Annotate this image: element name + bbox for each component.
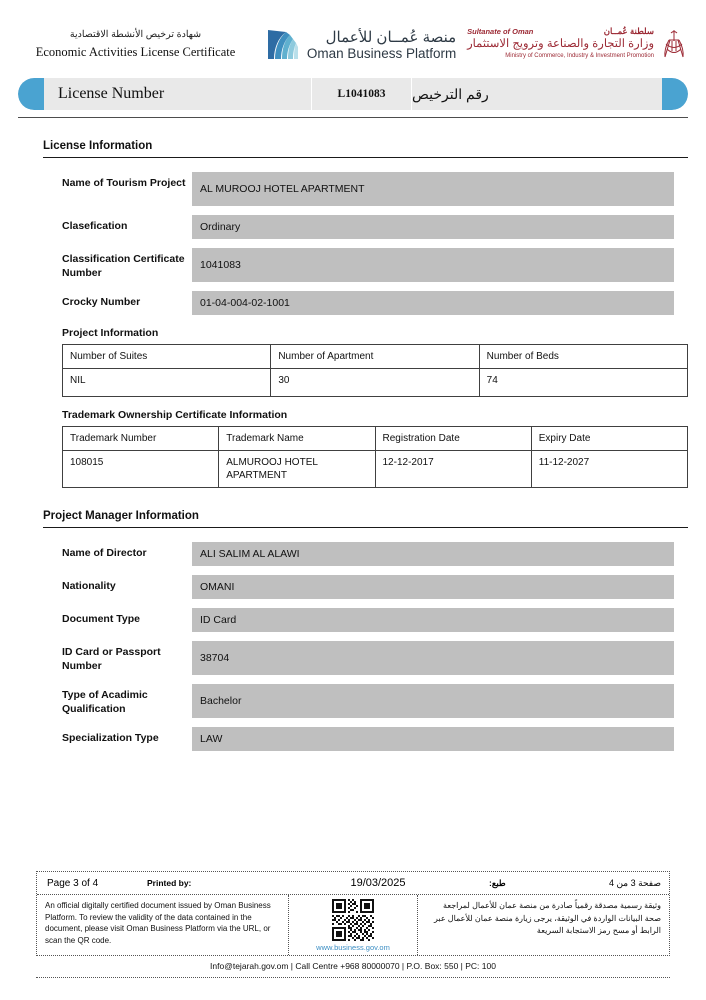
column-header: Number of Beds bbox=[479, 345, 687, 369]
field-row bbox=[62, 542, 688, 566]
bar-right-cap bbox=[662, 78, 688, 110]
field-row bbox=[62, 684, 688, 718]
field-row bbox=[62, 248, 688, 282]
field-label: Crocky Number bbox=[62, 296, 141, 308]
project-information-title: Project Information bbox=[62, 327, 159, 339]
license-number-bar-wrapper bbox=[0, 62, 706, 110]
oman-national-emblem-icon bbox=[660, 27, 688, 63]
field-row bbox=[62, 215, 688, 239]
field-row bbox=[62, 575, 688, 599]
sultanate-of-oman-ar: سلطنة عُمــان bbox=[603, 26, 654, 36]
field-value: ID Card bbox=[192, 608, 674, 632]
field-value: Ordinary bbox=[192, 215, 674, 239]
field-label: Nationality bbox=[62, 580, 116, 592]
license-number-label: License Number bbox=[44, 78, 312, 110]
page-number-label-arabic: صفحة 3 من 4 bbox=[608, 877, 661, 888]
field-label: Name of Tourism Project bbox=[62, 177, 186, 189]
field-label: Specialization Type bbox=[62, 732, 159, 744]
footer-contact-line: Info@tejarah.gov.om | Call Centre +968 80000070 | P.O. Box: 550 | PC: 100 bbox=[36, 956, 670, 978]
table-cell: 74 bbox=[479, 369, 687, 397]
page-number-label: Page 3 of 4 bbox=[47, 877, 99, 889]
qr-code-icon bbox=[332, 899, 374, 941]
license-number-label-arabic: رقم الترخيص bbox=[412, 78, 662, 110]
field-value: 1041083 bbox=[192, 248, 674, 282]
project-information-block bbox=[0, 327, 706, 397]
field-label: ID Card or Passport Number bbox=[62, 646, 161, 672]
bar-left-cap bbox=[18, 78, 44, 110]
table-row bbox=[63, 369, 688, 397]
obp-fan-icon bbox=[264, 28, 300, 62]
ministry-name-arabic: وزارة التجارة والصناعة وترويج الاستثمار bbox=[467, 37, 654, 50]
certificate-title-arabic: شهادة ترخيص الأنشطة الاقتصادية bbox=[69, 29, 202, 40]
field-label: Type of Acadimic Qualification bbox=[62, 689, 148, 715]
footer-note-arabic: وثيقة رسمية مصدقة رقمياً صادرة من منصة عمان للأعمال لمراجعة صحة البيانات الواردة في الوثيقة، يرجى زيارة منصة عمان للأعمال عبر الرابط أو مسح رمز الاستجابة السريعة bbox=[433, 901, 661, 935]
field-value: AL MUROOJ HOTEL APARTMENT bbox=[192, 172, 674, 206]
license-number-value: L1041083 bbox=[312, 78, 412, 110]
table-cell: 30 bbox=[271, 369, 479, 397]
qr-url-link[interactable]: www.business.gov.om bbox=[316, 943, 390, 952]
table-row bbox=[63, 451, 688, 488]
document-footer bbox=[36, 871, 670, 978]
printed-by-label-arabic: طبع: bbox=[489, 877, 506, 888]
ministry-name-english: Ministry of Commerce, Industry & Investment Promotion bbox=[505, 53, 654, 59]
license-information-heading: License Information bbox=[43, 140, 153, 152]
obp-name-english: Oman Business Platform bbox=[306, 45, 457, 61]
project-manager-information-section bbox=[0, 510, 706, 751]
sultanate-of-oman-en: Sultanate of Oman bbox=[467, 27, 534, 36]
footer-note-row bbox=[37, 895, 669, 955]
field-label: Classification Certificate Number bbox=[62, 253, 185, 279]
table-cell: NIL bbox=[63, 369, 271, 397]
column-header: Number of Suites bbox=[63, 345, 271, 369]
license-number-bar bbox=[18, 78, 688, 110]
column-header: Trademark Name bbox=[219, 427, 375, 451]
field-value: ALI SALIM AL ALAWI bbox=[192, 542, 674, 566]
table-cell: 11-12-2027 bbox=[531, 451, 687, 488]
table-header-row bbox=[63, 345, 688, 369]
trademark-information-table bbox=[62, 426, 688, 488]
qr-code-block bbox=[288, 895, 418, 955]
license-information-section bbox=[0, 140, 706, 315]
obp-name-arabic: منصة عُمــان للأعمال bbox=[325, 28, 457, 46]
license-information-fields bbox=[18, 158, 688, 315]
field-label: Document Type bbox=[62, 613, 140, 625]
field-row bbox=[62, 727, 688, 751]
field-value: 38704 bbox=[192, 641, 674, 675]
field-label: Name of Director bbox=[62, 547, 147, 559]
column-header: Registration Date bbox=[375, 427, 531, 451]
certificate-title-english: Economic Activities License Certificate bbox=[35, 45, 236, 59]
column-header: Number of Apartment bbox=[271, 345, 479, 369]
project-information-table bbox=[62, 344, 688, 397]
field-row bbox=[62, 608, 688, 632]
column-header: Expiry Date bbox=[531, 427, 687, 451]
header-divider bbox=[18, 117, 688, 118]
column-header: Trademark Number bbox=[63, 427, 219, 451]
field-value: Bachelor bbox=[192, 684, 674, 718]
field-label: Clasefication bbox=[62, 220, 128, 232]
obp-wordmark bbox=[307, 30, 456, 61]
ministry-logo-block bbox=[467, 26, 688, 63]
ministry-wordmark bbox=[467, 27, 654, 59]
oman-business-platform-logo bbox=[264, 26, 456, 62]
field-value: LAW bbox=[192, 727, 674, 751]
printed-by-label: Printed by: bbox=[147, 878, 192, 888]
table-cell: 12-12-2017 bbox=[375, 451, 531, 488]
field-row bbox=[62, 641, 688, 675]
footer-meta-row bbox=[37, 872, 669, 895]
footer-note-english: An official digitally certified document issued by Oman Business Platform. To review the validity of the data contained in the document, please visit Oman Business Platform via the URL, or scan the QR code. bbox=[45, 901, 271, 945]
field-row bbox=[62, 172, 688, 206]
table-cell: 108015 bbox=[63, 451, 219, 488]
printed-date: 19/03/2025 bbox=[350, 877, 406, 889]
ministry-line1 bbox=[467, 27, 654, 36]
project-manager-heading: Project Manager Information bbox=[43, 510, 199, 522]
field-value: OMANI bbox=[192, 575, 674, 599]
table-header-row bbox=[63, 427, 688, 451]
footer-box bbox=[36, 871, 670, 956]
project-manager-fields bbox=[18, 528, 688, 751]
trademark-information-block bbox=[0, 409, 706, 488]
field-row bbox=[62, 291, 688, 315]
certificate-title-block bbox=[18, 26, 253, 61]
field-value: 01-04-004-02-1001 bbox=[192, 291, 674, 315]
table-cell: ALMUROOJ HOTEL APARTMENT bbox=[219, 451, 375, 488]
document-header bbox=[0, 0, 706, 62]
trademark-information-title: Trademark Ownership Certificate Information bbox=[62, 409, 288, 421]
